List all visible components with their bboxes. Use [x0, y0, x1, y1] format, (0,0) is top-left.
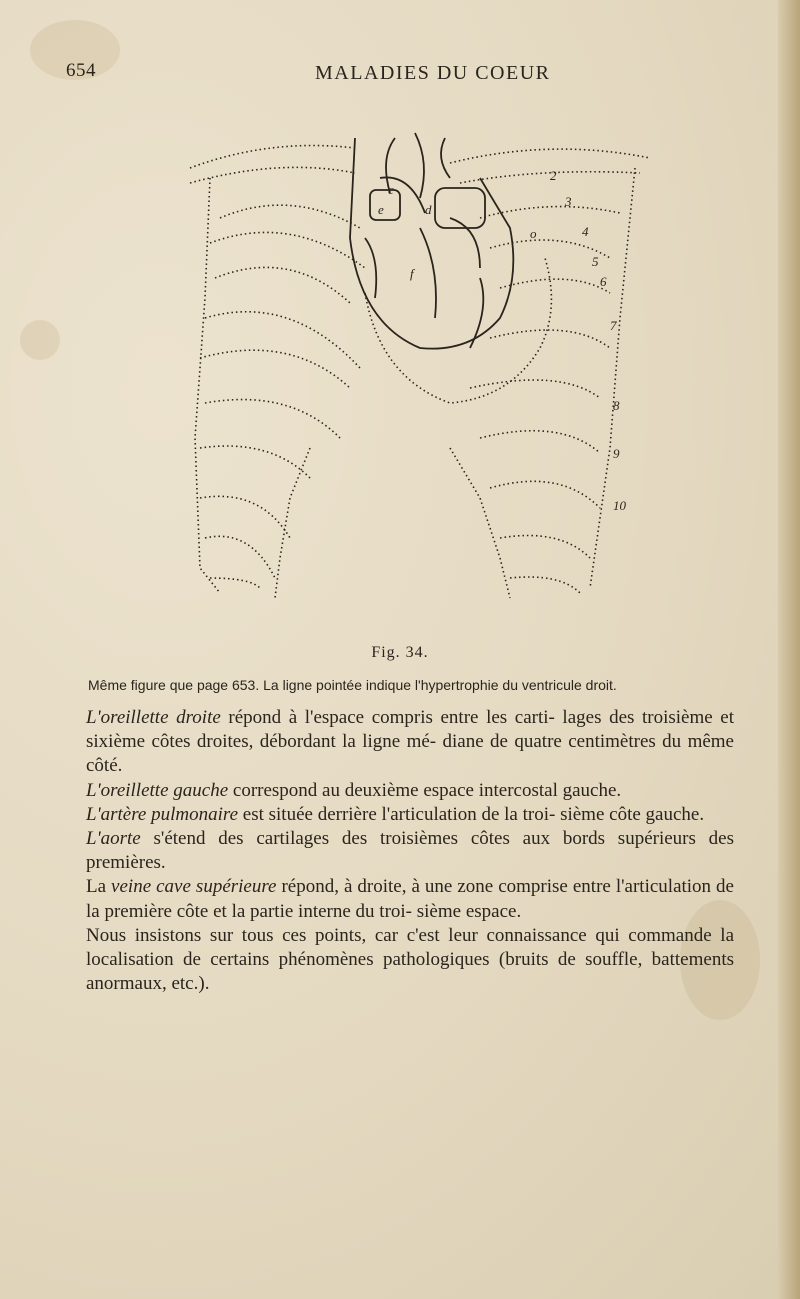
rib-markers	[550, 168, 627, 513]
marker-5: 5	[592, 254, 599, 269]
paragraph-text: répond à l'espace compris entre les carti- lages des troisième et sixième côtes droites, débordant la ligne mé- diane de quatre centimètres du même côté.	[86, 707, 734, 777]
paragraph-text: est située derrière l'articulation de la troi- sième côte gauche.	[238, 803, 705, 825]
letter-o: o	[530, 226, 537, 241]
stain	[20, 320, 60, 360]
marker-2: 2	[550, 168, 557, 183]
letter-e: e	[378, 202, 384, 217]
paragraph-text: Nous insistons sur tous ces points, car c'est leur connaissance qui commande la localisation de certains phénomènes pathologiques (bruits de souffle, battements anormaux, etc.).	[86, 924, 734, 995]
paragraph-oreillette-gauche	[86, 779, 734, 803]
marker-3: 3	[565, 194, 572, 209]
anatomical-figure	[180, 118, 660, 638]
marker-7: 7	[610, 318, 617, 333]
term: L'oreillette gauche	[86, 779, 229, 801]
paragraph-conclusion	[86, 924, 734, 997]
figure-caption: Même figure que page 653. La ligne pointée indique l'hypertrophie du ventricule droit.	[88, 677, 617, 693]
heart-thorax-diagram	[180, 118, 660, 638]
paragraph-veine-cave	[86, 875, 734, 923]
marker-10: 10	[613, 498, 626, 513]
letter-f: f	[410, 266, 414, 281]
figure-label: Fig. 34.	[371, 644, 429, 661]
term: L'aorte	[86, 828, 141, 850]
paragraph-aorte	[86, 827, 734, 875]
heart-outline	[350, 133, 513, 349]
term: veine cave supérieure	[111, 876, 277, 898]
term: L'oreillette droite	[86, 707, 221, 728]
running-head: MALADIES DU COEUR	[315, 62, 551, 84]
letter-c: c	[388, 182, 394, 197]
paragraph-text: s'étend des cartilages des troisièmes côtes aux bords supérieurs des premières.	[86, 828, 734, 874]
paragraph-text: correspond au deuxième espace intercostal gauche.	[228, 779, 622, 801]
paragraph-prefix: La	[86, 876, 112, 898]
marker-9: 9	[613, 446, 620, 461]
marker-6: 6	[600, 274, 607, 289]
paragraph-text: répond, à droite, à une zone comprise entre l'articulation de la première côte et la partie interne du troi- sième espace.	[86, 876, 734, 922]
page-header	[0, 60, 800, 90]
marker-8: 8	[613, 398, 620, 413]
rib-outlines	[190, 146, 650, 599]
paragraph-artere-pulmonaire	[86, 803, 734, 827]
paragraph-oreillette-droite	[86, 706, 734, 779]
marker-4: 4	[582, 224, 589, 239]
body-text	[86, 706, 734, 996]
term: L'artère pulmonaire	[86, 803, 239, 825]
letter-d: d	[425, 202, 432, 217]
page-number: 654	[66, 60, 96, 81]
